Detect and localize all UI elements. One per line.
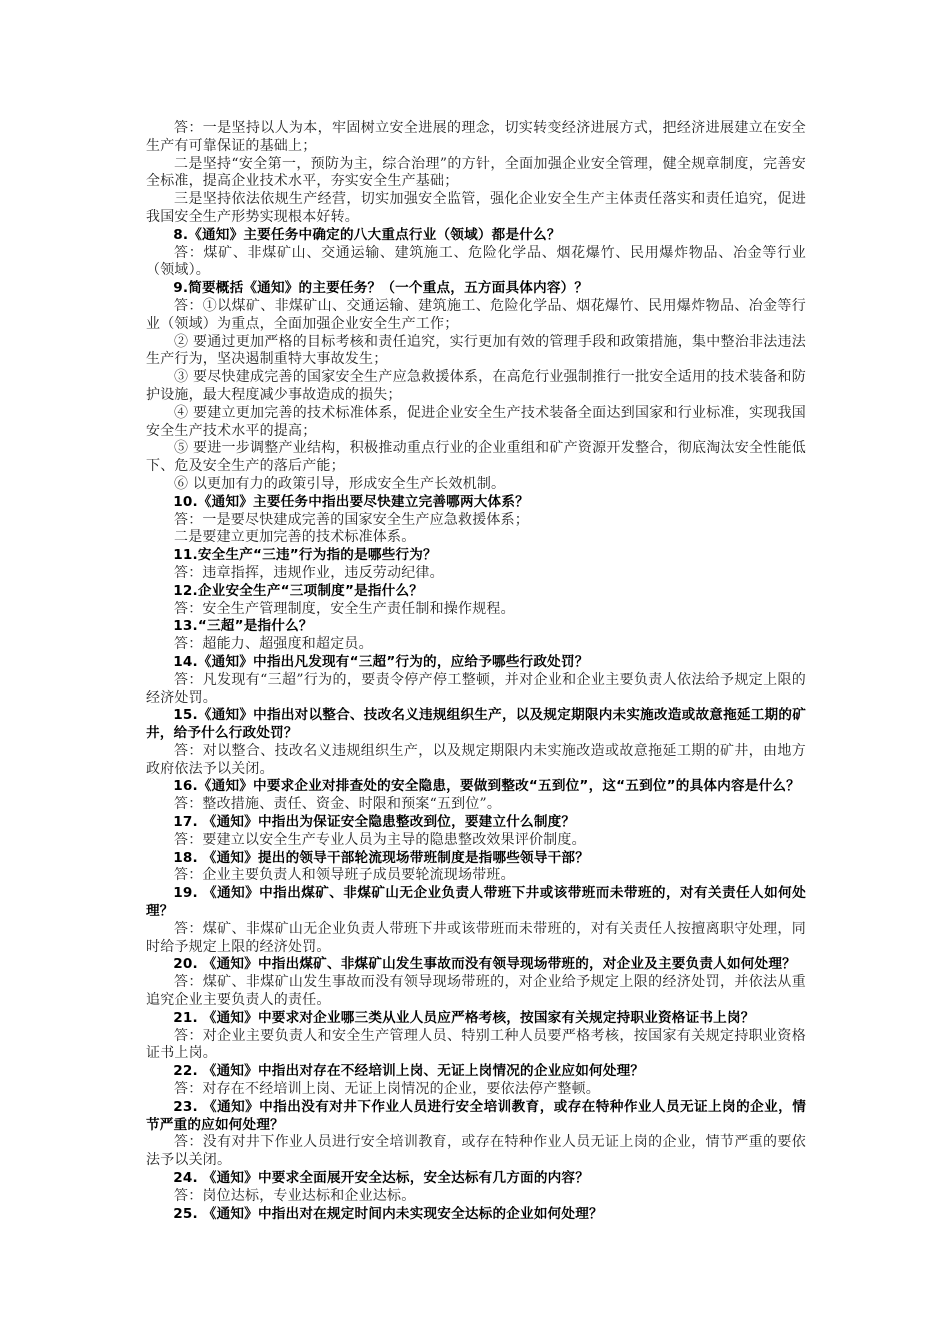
answer-paragraph: 答：一是坚持以人为本，牢固树立安全进展的理念，切实转变经济进展方式，把经济进展建立在安全生产有可靠保证的基础上；: [146, 120, 806, 154]
answer-paragraph: 答：整改措施、责任、资金、时限和预案“五到位”。: [174, 796, 502, 813]
answer-paragraph: 答：没有对井下作业人员进行安全培训教育，或存在特种作业人员无证上岗的企业，情节严重的要依法予以关闭。: [146, 1134, 806, 1169]
question-heading: 14.《通知》中指出凡发现有“三超”行为的，应给予哪些行政处罚？: [173, 653, 589, 670]
question-heading: 15.《通知》中指出对以整合、技改名义违规组织生产，以及规定期限内未实施改造或故意拖延工期的矿井，给予什么行政处罚？: [146, 707, 806, 742]
answer-paragraph: ⑤ 要进一步调整产业结构，积极推动重点行业的企业重组和矿产资源开发整合，彻底淘汰安全性能低下、危及安全生产的落后产能；: [146, 440, 806, 475]
answer-paragraph: 答：①以煤矿、非煤矿山、交通运输、建筑施工、危险化学品、烟花爆竹、民用爆炸物品、冶金等行业（领域）为重点，全面加强企业安全生产工作；: [146, 297, 806, 332]
answer-paragraph: 二是要建立更加完善的技术标准体系。: [174, 529, 416, 546]
answer-paragraph: 答：安全生产管理制度，安全生产责任制和操作规程。: [174, 600, 515, 617]
question-heading: 19. 《通知》中指出煤矿、非煤矿山无企业负责人带班下井或该带班而未带班的，对有关责任人如何处理？: [146, 885, 806, 920]
answer-paragraph: 答：煤矿、非煤矿山发生事故而没有领导现场带班的，对企业给予规定上限的经济处罚，并依法从重追究企业主要负责人的责任。: [146, 974, 806, 1009]
question-heading: 25. 《通知》中指出对在规定时间内未实现安全达标的企业如何处理？: [173, 1205, 603, 1222]
question-heading: 21. 《通知》中要求对企业哪三类从业人员应严格考核，按国家有关规定持职业资格证书上岗？: [173, 1009, 755, 1026]
answer-paragraph: ⑥ 以更加有力的政策引导，形成安全生产长效机制。: [174, 475, 506, 492]
question-heading: 8.《通知》主要任务中确定的八大重点行业（领域）都是什么？: [173, 226, 561, 243]
answer-paragraph: ③ 要尽快建成完善的国家安全生产应急救援体系，在高危行业强制推行一批安全适用的技术装备和防护设施，最大程度减少事故造成的损失；: [146, 369, 806, 403]
question-heading: 12.企业安全生产“三项制度”是指什么？: [173, 582, 424, 599]
question-heading: 11.安全生产“三违”行为指的是哪些行为？: [173, 547, 437, 564]
question-heading: 16.《通知》中要求企业对排查处的安全隐患，要做到整改“五到位”，这“五到位”的具体内容是什么？: [173, 778, 800, 795]
question-heading: 9.简要概括《通知》的主要任务？（一个重点，五方面具体内容）？: [173, 280, 589, 297]
question-heading: 10.《通知》主要任务中指出要尽快建立完善哪两大体系？: [173, 493, 529, 510]
document-page: [146, 120, 806, 1223]
answer-paragraph: 答：对企业主要负责人和安全生产管理人员、特别工种人员要严格考核，按国家有关规定持职业资格证书上岗。: [146, 1027, 806, 1062]
answer-paragraph: ② 要通过更加严格的目标考核和责任追究，实行更加有效的管理手段和政策措施，集中整治非法违法生产行为，坚决遏制重特大事故发生；: [146, 333, 806, 368]
answer-paragraph: 答：要建立以安全生产专业人员为主导的隐患整改效果评价制度。: [174, 831, 586, 848]
answer-paragraph: 答：对以整合、技改名义违规组织生产，以及规定期限内未实施改造或故意拖延工期的矿井，由地方政府依法予以关闭。: [146, 742, 806, 777]
answer-paragraph: 二是坚持“安全第一，预防为主，综合治理”的方针，全面加强企业安全管理，健全规章制度，完善安全标准，提高企业技术水平，夯实安全生产基础；: [146, 155, 806, 190]
answer-paragraph: 答：对存在不经培训上岗、无证上岗情况的企业，要依法停产整顿。: [174, 1081, 600, 1098]
answer-paragraph: 答：煤矿、非煤矿山、交通运输、建筑施工、危险化学品、烟花爆竹、民用爆炸物品、冶金等行业（领域）。: [146, 244, 806, 279]
answer-paragraph: 答：违章指挥，违规作业，违反劳动纪律。: [174, 564, 444, 581]
question-heading: 13.“三超”是指什么？: [173, 618, 313, 635]
answer-paragraph: ④ 要建立更加完善的技术标准体系，促进企业安全生产技术装备全面达到国家和行业标准，实现我国安全生产技术水平的提高；: [146, 404, 806, 439]
answer-paragraph: 答：超能力、超强度和超定员。: [174, 636, 373, 653]
answer-paragraph: 答：凡发现有“三超”行为的，要责令停产停工整顿，并对企业和企业主要负责人依法给予规定上限的经济处罚。: [146, 671, 806, 706]
answer-paragraph: 答：一是要尽快建成完善的国家安全生产应急救援体系；: [174, 511, 529, 528]
question-heading: 24. 《通知》中要求全面展开安全达标，安全达标有几方面的内容？: [173, 1170, 590, 1187]
question-heading: 18. 《通知》提出的领导干部轮流现场带班制度是指哪些领导干部？: [173, 849, 590, 866]
question-heading: 23. 《通知》中指出没有对井下作业人员进行安全培训教育，或存在特种作业人员无证上岗的企业，情节严重的应如何处理？: [146, 1098, 806, 1133]
question-heading: 22. 《通知》中指出对存在不经培训上岗、无证上岗情况的企业应如何处理？: [173, 1063, 645, 1080]
answer-paragraph: 答：岗位达标，专业达标和企业达标。: [174, 1187, 416, 1204]
answer-paragraph: 答：企业主要负责人和领导班子成员要轮流现场带班。: [174, 867, 515, 884]
question-heading: 17. 《通知》中指出为保证安全隐患整改到位，要建立什么制度？: [173, 814, 576, 831]
answer-paragraph: 三是坚持依法依规生产经营，切实加强安全监管，强化企业安全生产主体责任落实和责任追究，促进我国安全生产形势实现根本好转。: [146, 191, 806, 225]
answer-paragraph: 答：煤矿、非煤矿山无企业负责人带班下井或该带班而未带班的，对有关责任人按擅离职守处理，同时给予规定上限的经济处罚。: [146, 920, 806, 955]
question-heading: 20. 《通知》中指出煤矿、非煤矿山发生事故而没有领导现场带班的，对企业及主要负责人如何处理？: [173, 956, 796, 973]
